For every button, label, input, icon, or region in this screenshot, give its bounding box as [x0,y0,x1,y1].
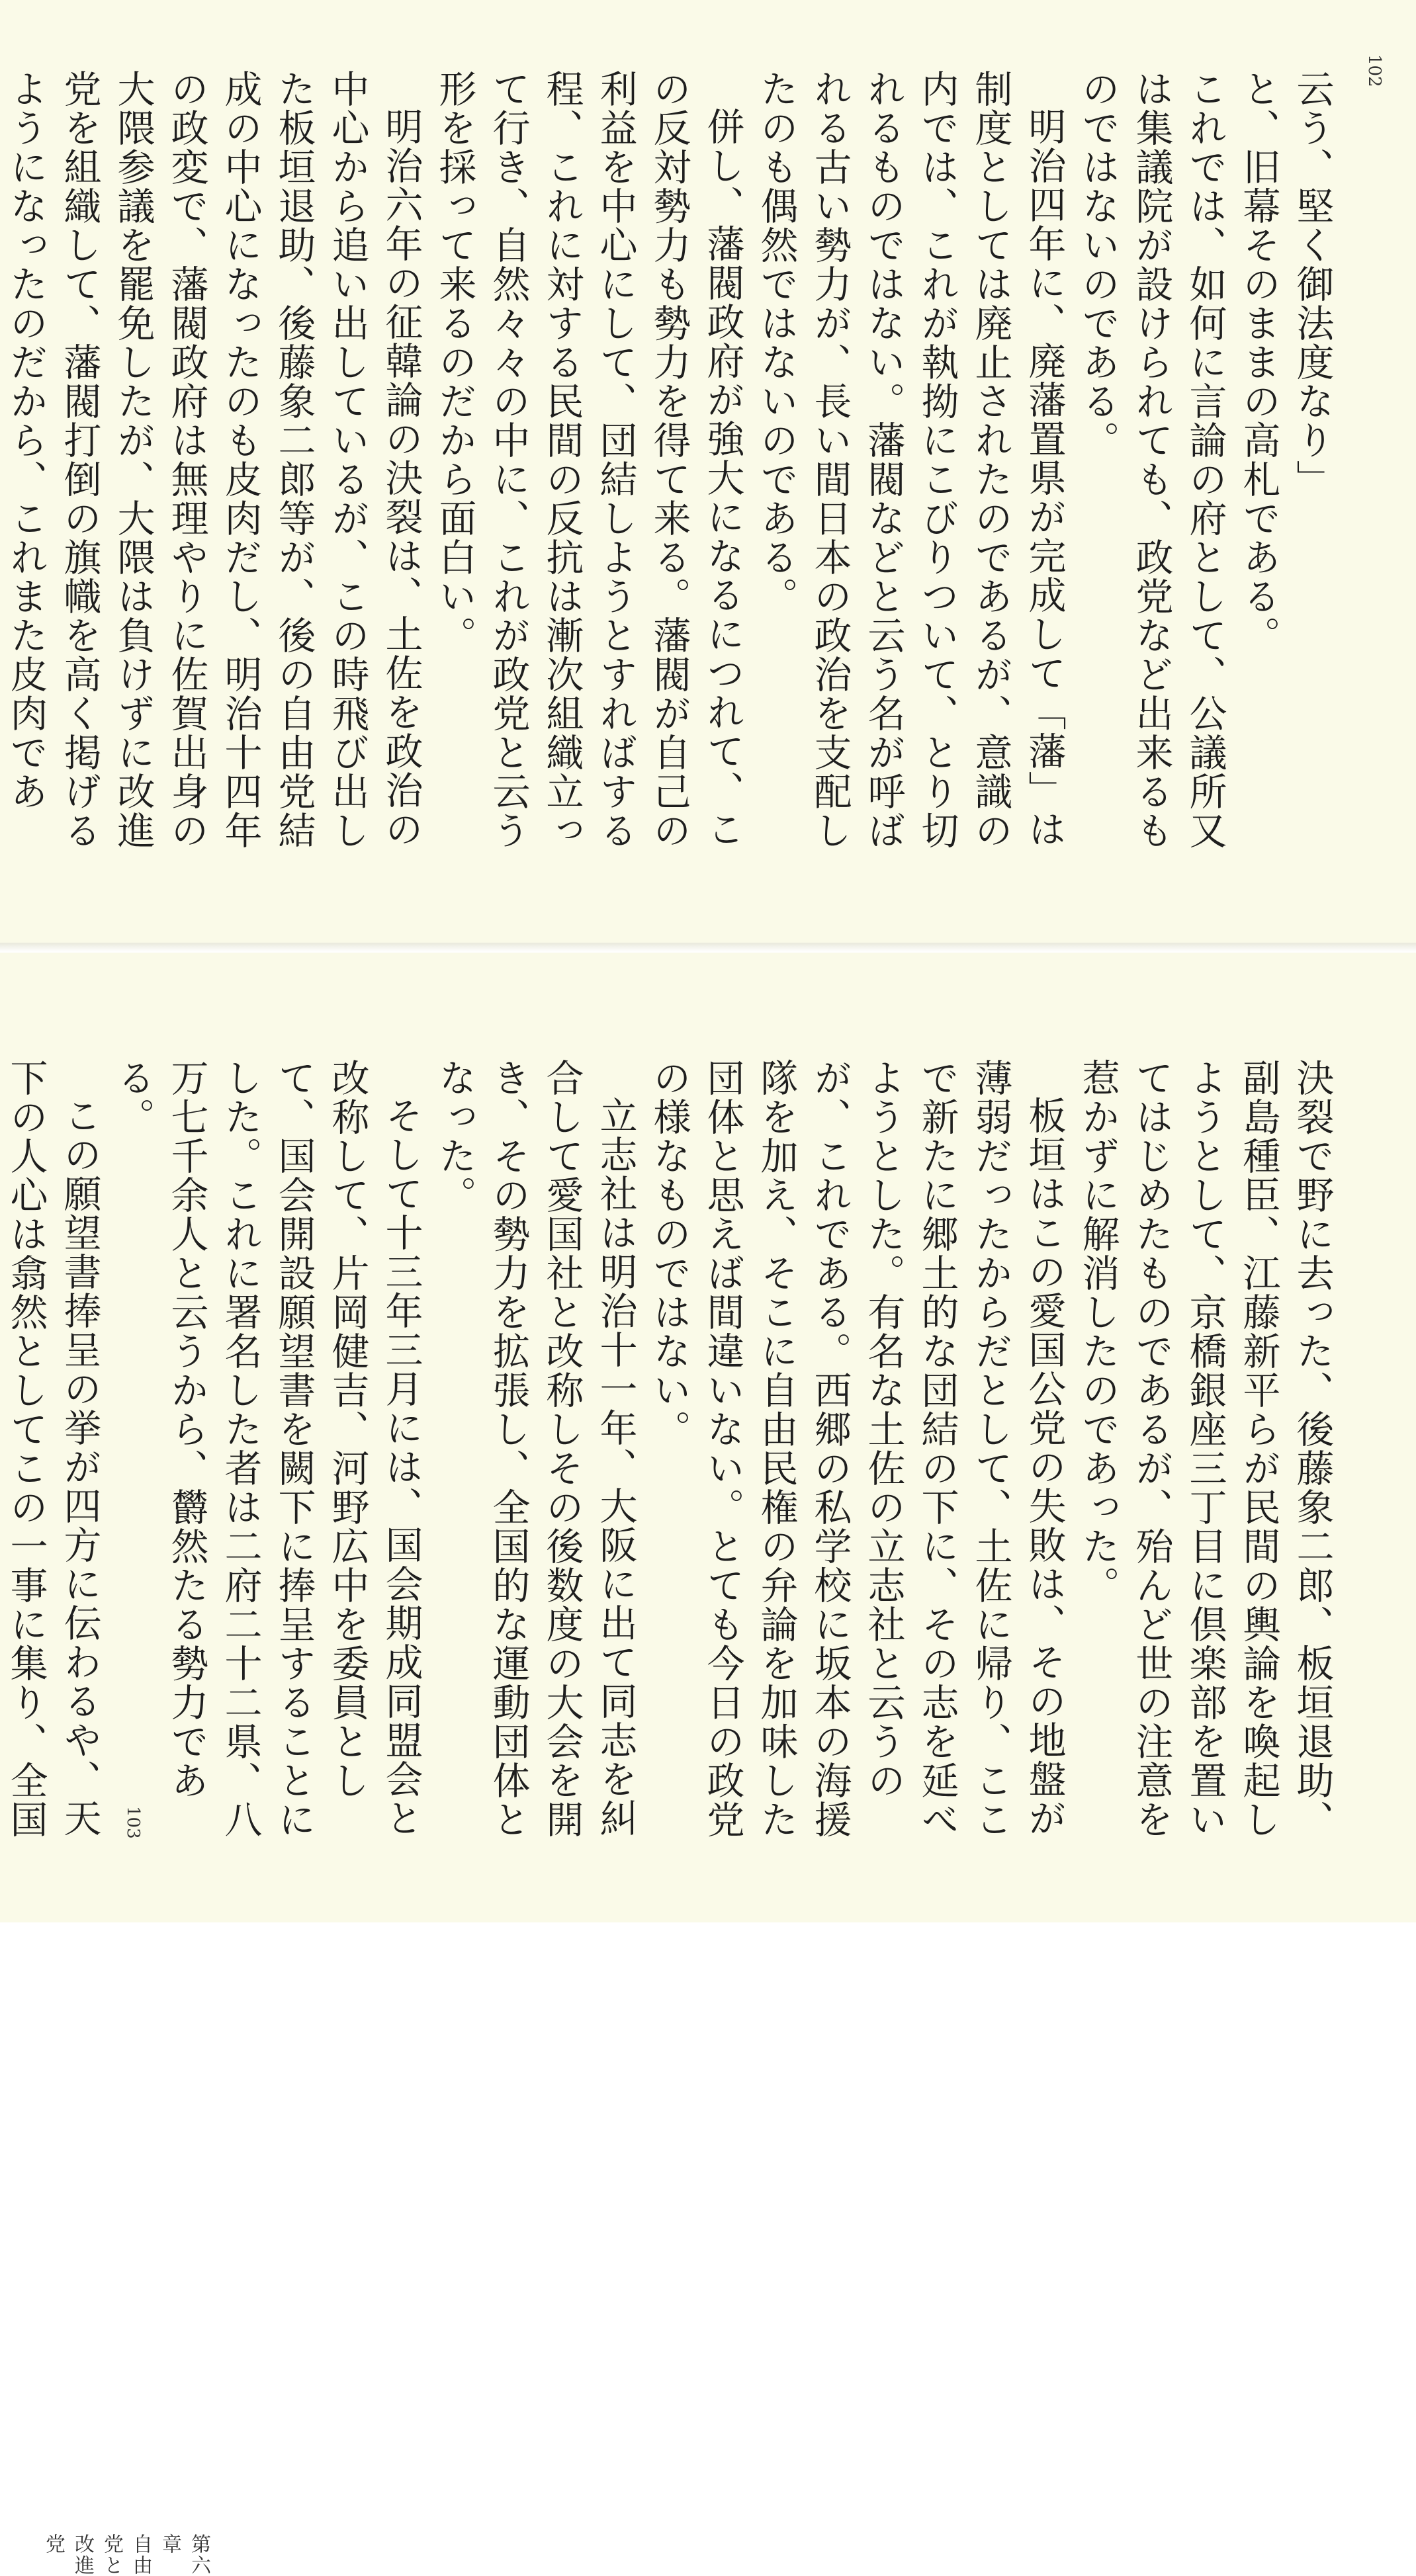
paragraph: 併し、藩閥政府が強大になるにつれて、この反対勢力も勢力を得て来る。藩閥が自己の利益を中心にして、団結しようとすればする程、これに対する民間の反抗は漸次組織立って行き、自然々々の中に、これが政党と云う形を採って来るのだから面白い。 [433,69,744,850]
page-103 [0,953,1416,2576]
paragraph: そして十三年三月には、国会期成同盟会と改称して、片岡健吉、河野広中を委員として、国会開設願望書を闕下に捧呈することにした。これに署名した者は二府二十二県、八万七千余人と云うから、欝然たる勢力である。 [111,1058,423,1839]
paragraph: 板垣はこの愛国公党の失敗は、その地盤が薄弱だったからだとして、土佐に帰り、ここで新たに郷土的な団結の下に、その志を延べようとした。有名な土佐の立志社と云うのが、これである。西郷の私学校に坂本の海援隊を加え、そこに自由民権の弁論を加味した団体と思えば間違いない。とても今日の政党の様なものではない。 [647,1058,1066,1839]
page-gap [0,943,1416,952]
paragraph: 立志社は明治十一年、大阪に出て同志を糾合して愛国社と改称しその後数度の大会を開き、その勢力を拡張し、全国的な運動団体となった。 [433,1058,637,1839]
body-text [4,1058,1339,1852]
body-text [4,69,1339,870]
paragraph: 明治六年の征韓論の決裂は、土佐を政治の中心から追い出しているが、この時飛び出した板垣退助、後藤象二郎等が、後の自由党結成の中心になったのも皮肉だし、明治十四年の政変で、藩閥政府は無理やりに佐賀出身の大隈参議を罷免したが、大隈は負けずに改進党を組織して、藩閥打倒の旗幟を高く掲げるようになったのだから、これまた皮肉であ [4,69,423,850]
paragraph: と、旧幕そのままの高札である。 [1237,69,1280,655]
paragraph: この願望書捧呈の挙が四方に伝わるや、天下の人心は翕然としてこの一事に集り、全国 [4,1058,101,1839]
paragraph: 云う、堅く御法度なり」 [1290,69,1334,499]
page-102 [0,0,1416,943]
running-head: 第六章 自由党と改進党 [42,2534,210,2576]
paragraph: 明治四年に、廃藩置県が完成して「藩」は制度としては廃止されたのであるが、意識の内では、これが執拗にこびりついて、とり切れるものではない。藩閥などと云う名が呼ばれる古い勢力が、長い間日本の政治を支配したのも偶然ではないのである。 [754,69,1066,850]
paragraph: 決裂で野に去った、後藤象二郎、板垣退助、副島種臣、江藤新平らが民間の輿論を喚起しようとして、京橋銀座三丁目に倶楽部を置いてはじめたものであるが、殆んど世の注意を惹かずに解消したのであった。 [1076,1058,1334,1839]
page-number: 102 [1364,54,1384,87]
page-number: 103 [123,1806,143,1839]
paragraph: これでは、如何に言論の府として、公議所又は集議院が設けられても、政党など出来るものではないのである。 [1076,69,1227,850]
